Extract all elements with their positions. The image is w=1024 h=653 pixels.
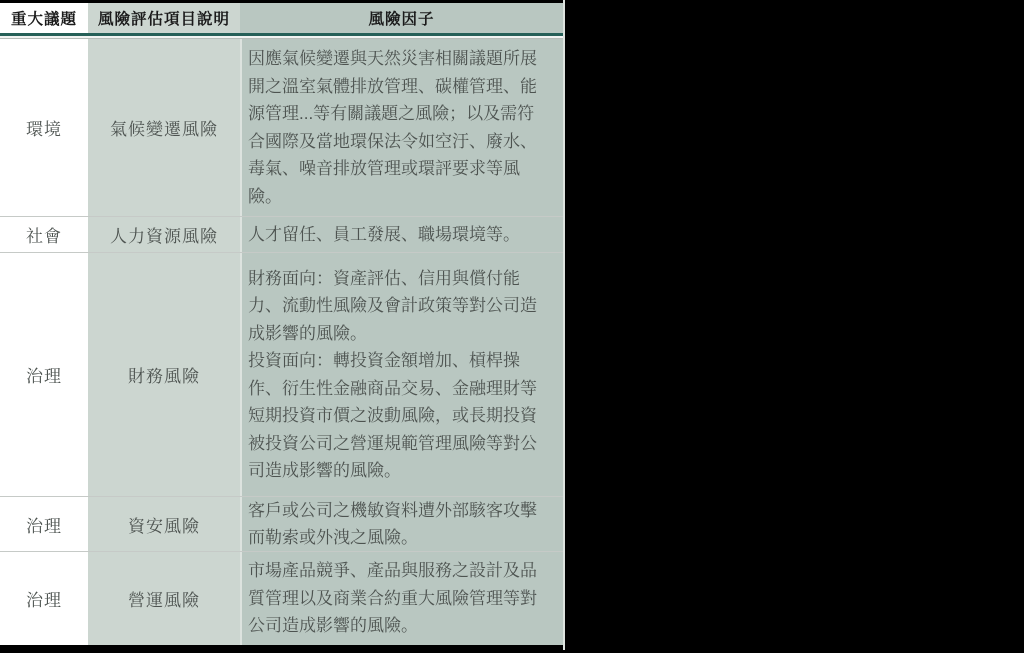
cell-risk-item: 財務風險 (88, 253, 240, 496)
cell-risk-factors (240, 497, 563, 551)
table-row (0, 39, 563, 217)
factor-paragraph: 市場產品競爭、產品與服務之設計及品質管理以及商業合約重大風險管理等對公司造成影響的風險。 (248, 561, 537, 636)
col-header-topic: 重大議題 (0, 3, 88, 33)
col-header-factors: 風險因子 (240, 3, 563, 33)
cell-topic: 環境 (0, 39, 88, 216)
cell-topic: 社會 (0, 217, 88, 252)
table-row (0, 253, 563, 497)
cell-risk-item: 資安風險 (88, 497, 240, 551)
table-row (0, 217, 563, 253)
factor-paragraph: 客戶或公司之機敏資料遭外部駭客攻擊而勒索或外洩之風險。 (248, 500, 537, 547)
table-bottom-border (0, 645, 563, 650)
factor-paragraph: 投資面向：轉投資金額增加、槓桿操作、衍生性金融商品交易、金融理財等短期投資市價之波動風險，或長期投資被投資公司之營運規範管理風險等對公司造成影響的風險。 (248, 351, 537, 480)
cell-risk-factors (240, 253, 563, 496)
cell-risk-item: 人力資源風險 (88, 217, 240, 252)
cell-risk-factors (240, 39, 563, 216)
cell-topic: 治理 (0, 253, 88, 496)
cell-risk-factors (240, 552, 563, 645)
cell-risk-item: 氣候變遷風險 (88, 39, 240, 216)
table-row (0, 552, 563, 645)
cell-risk-item: 營運風險 (88, 552, 240, 645)
factor-paragraph: 人才留任、員工發展、職場環境等。 (248, 224, 520, 244)
cell-risk-factors (240, 217, 563, 252)
col-header-item: 風險評估項目說明 (88, 3, 240, 33)
table-body (0, 39, 563, 645)
table-header-row (0, 3, 563, 33)
table-row (0, 497, 563, 552)
cell-topic: 治理 (0, 552, 88, 645)
factor-paragraph: 財務面向：資產評估、信用與償付能力、流動性風險及會計政策等對公司造成影響的風險。 (248, 268, 537, 343)
factor-paragraph: 因應氣候變遷與天然災害相關議題所展開之溫室氣體排放管理、碳權管理、能源管理...等有關議題之風險；以及需符合國際及當地環保法令如空汙、廢水、毒氣、噪音排放管理或環評要求等風險。 (248, 49, 537, 206)
cell-topic: 治理 (0, 497, 88, 551)
